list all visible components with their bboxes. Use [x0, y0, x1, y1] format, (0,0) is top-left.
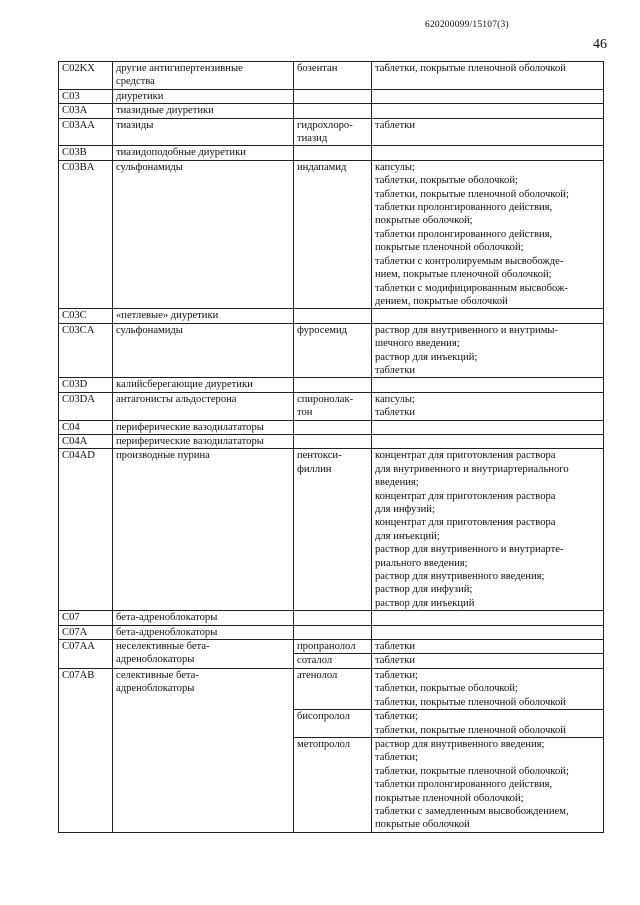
dosage-form-cell — [372, 654, 604, 668]
drug-name-cell — [294, 449, 372, 611]
dosage-form-cell — [372, 146, 604, 160]
drug-name-cell — [294, 160, 372, 308]
drug-name-cell — [294, 392, 372, 420]
group-name-cell — [113, 378, 294, 392]
dosage-form-cell-line: таблетки пролонгированного действия, — [375, 228, 553, 240]
group-name-cell — [113, 420, 294, 434]
group-name-cell-line: диуретики — [116, 90, 164, 102]
dosage-form-cell-line: таблетки, покрытые оболочкой; — [375, 175, 518, 187]
dosage-form-cell — [372, 309, 604, 323]
group-name-cell — [113, 89, 294, 103]
dosage-form-cell-line: таблетки; — [375, 669, 418, 681]
drug-name-cell — [294, 62, 372, 90]
drug-name-cell — [294, 611, 372, 625]
atc-code-cell: C03C — [59, 309, 113, 323]
table-row — [59, 640, 604, 654]
dosage-form-cell-line: раствор для внутривенного и внутриарте- — [375, 544, 564, 556]
group-name-cell — [113, 434, 294, 448]
atc-code-cell: C07AB — [59, 668, 113, 832]
dosage-form-cell-line: покрытые оболочкой — [375, 819, 470, 831]
dosage-form-cell — [372, 737, 604, 832]
dosage-form-cell-line: концентрат для приготовления раствора — [375, 450, 556, 462]
table-row — [59, 420, 604, 434]
table-row — [59, 625, 604, 639]
drug-name-cell — [294, 323, 372, 378]
table-row — [59, 392, 604, 420]
drug-name-cell — [294, 625, 372, 639]
dosage-form-cell — [372, 89, 604, 103]
dosage-form-cell — [372, 104, 604, 118]
group-name-cell-line: тиазидоподобные диуретики — [116, 147, 246, 159]
dosage-form-cell — [372, 611, 604, 625]
group-name-cell-line: периферические вазодилататоры — [116, 435, 264, 447]
group-name-cell-line: сульфонамиды — [116, 161, 183, 173]
dosage-form-cell-line: дением, покрытые оболочкой — [375, 295, 508, 307]
drug-name-cell-line: соталол — [297, 655, 333, 667]
dosage-form-cell-line: таблетки — [375, 407, 416, 419]
table-row — [59, 309, 604, 323]
dosage-form-cell — [372, 392, 604, 420]
drug-name-cell — [294, 420, 372, 434]
drug-name-cell-line: атенолол — [297, 669, 338, 681]
dosage-form-cell-line: раствор для инфузий; — [375, 584, 473, 596]
group-name-cell-line: калийсберегающие диуретики — [116, 379, 253, 391]
drug-name-cell-line: тиазид — [297, 133, 328, 145]
atc-code-cell: C07A — [59, 625, 113, 639]
drug-name-cell-line: тон — [297, 407, 313, 419]
dosage-form-cell-line: нием, покрытые пленочной оболочкой; — [375, 269, 552, 281]
dosage-form-cell-line: для внутривенного и внутриартериального — [375, 463, 569, 475]
dosage-form-cell-line: таблетки, покрытые пленочной оболочкой; — [375, 188, 569, 200]
drug-name-cell — [294, 654, 372, 668]
atc-code-cell: C04A — [59, 434, 113, 448]
table-row — [59, 323, 604, 378]
group-name-cell-line: тиазидные диуретики — [116, 105, 214, 117]
dosage-form-cell-line: таблетки — [375, 364, 416, 376]
dosage-form-cell-line: таблетки пролонгированного действия, — [375, 779, 553, 791]
page-number: 46 — [593, 37, 607, 52]
dosage-form-cell-line: таблетки, покрытые пленочной оболочкой — [375, 63, 566, 74]
drug-name-cell — [294, 89, 372, 103]
dosage-form-cell — [372, 640, 604, 654]
drug-name-cell — [294, 378, 372, 392]
group-name-cell — [113, 309, 294, 323]
drug-name-cell-line: бозентан — [297, 63, 338, 74]
drug-name-cell-line: пропранолол — [297, 641, 356, 653]
dosage-form-cell-line: таблетки пролонгированного действия, — [375, 202, 553, 214]
group-name-cell-line: производные пурина — [116, 450, 210, 462]
dosage-form-cell-line: таблетки с замедленным высвобождением, — [375, 805, 569, 817]
table-row — [59, 146, 604, 160]
group-name-cell — [113, 611, 294, 625]
dosage-form-cell-line: покрытые пленочной оболочкой; — [375, 792, 524, 804]
drug-name-cell — [294, 710, 372, 738]
dosage-form-cell-line: таблетки с контролируемым высвобожде- — [375, 255, 564, 267]
group-name-cell — [113, 323, 294, 378]
group-name-cell-line: адреноблокаторы — [116, 683, 195, 695]
drug-name-cell-line: метопролол — [297, 738, 351, 750]
atc-code-cell: C03CA — [59, 323, 113, 378]
drug-name-cell — [294, 146, 372, 160]
dosage-form-cell — [372, 434, 604, 448]
drug-name-cell-line: гидрохлоро- — [297, 119, 353, 131]
dosage-form-cell-line: концентрат для приготовления раствора — [375, 490, 556, 502]
atc-code-cell: C03 — [59, 89, 113, 103]
group-name-cell-line: другие антигипертензивные — [116, 63, 243, 74]
dosage-form-cell-line: таблетки — [375, 119, 416, 131]
drug-name-cell — [294, 434, 372, 448]
dosage-form-cell-line: таблетки с модифицированным высвобож- — [375, 282, 568, 294]
table-row — [59, 434, 604, 448]
drug-name-cell-line: филлин — [297, 463, 332, 475]
atc-code-cell: C03AA — [59, 118, 113, 146]
table-body — [59, 62, 604, 833]
atc-code-cell: C03B — [59, 146, 113, 160]
group-name-cell-line: сульфонамиды — [116, 324, 183, 336]
group-name-cell — [113, 640, 294, 669]
dosage-form-cell — [372, 323, 604, 378]
dosage-form-cell-line: таблетки, покрытые пленочной оболочкой — [375, 724, 566, 736]
dosage-form-cell — [372, 449, 604, 611]
table-row — [59, 449, 604, 611]
dosage-form-cell-line: таблетки, покрытые оболочкой; — [375, 683, 518, 695]
dosage-form-cell-line: таблетки; — [375, 711, 418, 723]
table-row — [59, 62, 604, 90]
table-row — [59, 611, 604, 625]
atc-code-cell: C04AD — [59, 449, 113, 611]
group-name-cell-line: «петлевые» диуретики — [116, 310, 219, 322]
group-name-cell — [113, 449, 294, 611]
drug-name-cell-line: индапамид — [297, 161, 347, 173]
group-name-cell — [113, 160, 294, 308]
dosage-form-cell-line: концентрат для приготовления раствора — [375, 517, 556, 529]
drug-classification-table — [58, 61, 604, 833]
drug-name-cell — [294, 118, 372, 146]
dosage-form-cell-line: таблетки; — [375, 752, 418, 764]
dosage-form-cell-line: покрытые пленочной оболочкой; — [375, 242, 524, 254]
dosage-form-cell — [372, 420, 604, 434]
atc-code-cell: C03DA — [59, 392, 113, 420]
dosage-form-cell-line: раствор для внутривенного введения; — [375, 571, 545, 583]
atc-code-cell: C02KX — [59, 62, 113, 90]
group-name-cell — [113, 625, 294, 639]
dosage-form-cell-line: капсулы; — [375, 161, 415, 173]
group-name-cell — [113, 62, 294, 90]
dosage-form-cell-line: раствор для внутривенного и внутримы- — [375, 324, 559, 336]
drug-name-cell — [294, 309, 372, 323]
drug-name-cell — [294, 668, 372, 709]
group-name-cell-line: средства — [116, 76, 155, 88]
dosage-form-cell-line: таблетки, покрытые пленочной оболочкой; — [375, 765, 569, 777]
group-name-cell — [113, 104, 294, 118]
drug-name-cell-line: бисопролол — [297, 711, 350, 723]
table-row — [59, 104, 604, 118]
dosage-form-cell-line: риального введения; — [375, 557, 468, 569]
dosage-form-cell-line: таблетки — [375, 655, 416, 667]
dosage-form-cell-line: капсулы; — [375, 393, 415, 405]
group-name-cell-line: адреноблокаторы — [116, 654, 195, 666]
dosage-form-cell — [372, 668, 604, 709]
drug-name-cell-line: пентокси- — [297, 450, 342, 462]
document-id: 620200099/15107(3) — [425, 20, 509, 30]
dosage-form-cell-line: раствор для инъекций; — [375, 351, 478, 363]
dosage-form-cell — [372, 118, 604, 146]
drug-name-cell — [294, 104, 372, 118]
group-name-cell-line: антагонисты альдостерона — [116, 393, 237, 405]
group-name-cell — [113, 146, 294, 160]
group-name-cell-line: селективные бета- — [116, 669, 199, 681]
dosage-form-cell — [372, 378, 604, 392]
group-name-cell-line: бета-адреноблокаторы — [116, 612, 218, 624]
table-row — [59, 378, 604, 392]
drug-name-cell — [294, 640, 372, 654]
dosage-form-cell-line: введения; — [375, 477, 419, 489]
group-name-cell-line: неселективные бета- — [116, 641, 210, 653]
group-name-cell — [113, 668, 294, 832]
drug-name-cell — [294, 737, 372, 832]
table-row — [59, 118, 604, 146]
group-name-cell-line: бета-адреноблокаторы — [116, 626, 218, 638]
table-row — [59, 160, 604, 308]
table-row — [59, 89, 604, 103]
dosage-form-cell-line: раствор для внутривенного введения; — [375, 738, 545, 750]
drug-name-cell-line: спиронолак- — [297, 393, 354, 405]
dosage-form-cell-line: покрытые оболочкой; — [375, 215, 473, 227]
atc-code-cell: C03D — [59, 378, 113, 392]
drug-name-cell-line: фуросемид — [297, 324, 348, 336]
dosage-form-cell-line: таблетки, покрытые пленочной оболочкой — [375, 696, 566, 708]
dosage-form-cell-line: для инфузий; — [375, 504, 435, 515]
atc-code-cell: C03A — [59, 104, 113, 118]
atc-code-cell: C03BA — [59, 160, 113, 308]
dosage-form-cell — [372, 62, 604, 90]
atc-code-cell: C07 — [59, 611, 113, 625]
atc-code-cell: C07AA — [59, 640, 113, 669]
dosage-form-cell-line: таблетки — [375, 641, 416, 653]
table-row — [59, 668, 604, 709]
atc-code-cell: C04 — [59, 420, 113, 434]
group-name-cell-line: тиазиды — [116, 119, 154, 131]
dosage-form-cell — [372, 160, 604, 308]
dosage-form-cell-line: раствор для инъекций — [375, 597, 475, 609]
group-name-cell-line: периферические вазодилататоры — [116, 421, 264, 433]
dosage-form-cell — [372, 625, 604, 639]
dosage-form-cell — [372, 710, 604, 738]
group-name-cell — [113, 392, 294, 420]
group-name-cell — [113, 118, 294, 146]
dosage-form-cell-line: шечного введения; — [375, 338, 460, 350]
dosage-form-cell-line: для инъекций; — [375, 530, 440, 542]
